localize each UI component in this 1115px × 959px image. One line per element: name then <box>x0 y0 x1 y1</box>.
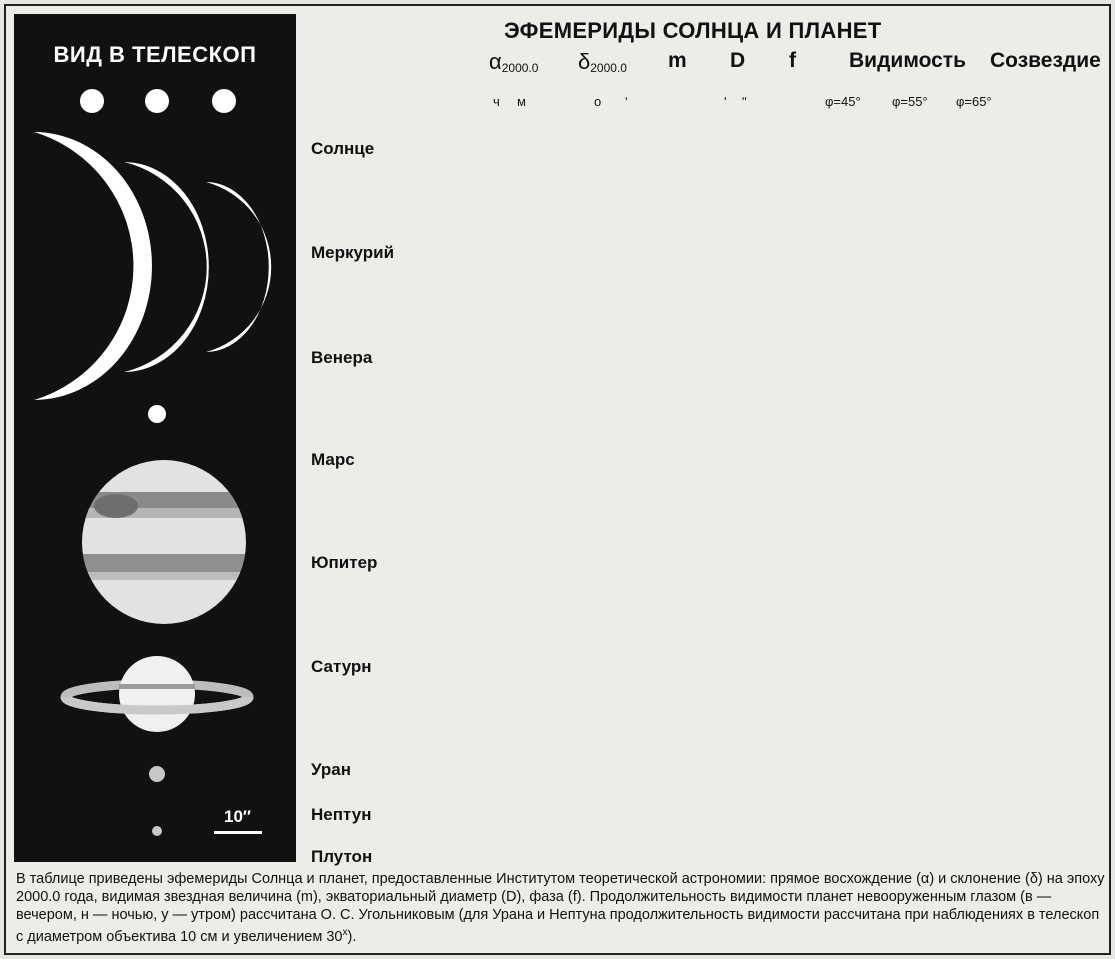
mercury-dot-2 <box>145 89 169 113</box>
uranus-disc <box>149 766 165 782</box>
unit-phi-65: φ=65° <box>956 94 992 109</box>
header-m: m <box>668 49 687 72</box>
header-constellation: Созвездие <box>990 49 1101 72</box>
alpha-symbol: α <box>489 49 502 74</box>
footnote <box>16 870 1106 946</box>
scale-bar <box>214 831 262 834</box>
header-alpha <box>489 49 538 75</box>
alpha-epoch: 2000.0 <box>501 61 539 75</box>
planet-name: Венера <box>311 348 373 367</box>
header-visibility: Видимость <box>849 49 966 72</box>
planet-name: Солнце <box>311 139 375 158</box>
ephemeris-page <box>4 4 1111 955</box>
unit-hours: ч <box>493 94 500 109</box>
planet-name: Плутон <box>311 847 373 866</box>
planet-name: Нептун <box>311 805 372 824</box>
panel-title: ВИД В ТЕЛЕСКОП <box>53 42 257 67</box>
unit-minutes: м <box>517 94 526 109</box>
header-f: f <box>789 49 796 72</box>
planet-name: Меркурий <box>311 243 395 262</box>
scale-label: 10″ <box>224 807 252 826</box>
neptune-disc <box>152 826 162 836</box>
telescope-view-panel <box>14 14 296 862</box>
venus-crescent-large <box>34 132 152 400</box>
mercury-dot-1 <box>80 89 104 113</box>
venus-crescent-small <box>206 182 271 352</box>
unit-phi-55: φ=55° <box>892 94 928 109</box>
mars-disc <box>148 405 166 423</box>
planet-name: Юпитер <box>311 553 378 572</box>
header-delta <box>578 49 627 75</box>
mercury-dot-3 <box>212 89 236 113</box>
footnote-sup: х <box>342 927 348 938</box>
saturn-disc <box>65 656 249 732</box>
planet-name: Уран <box>311 760 352 779</box>
footnote-end: ). <box>347 928 357 945</box>
table-title: ЭФЕМЕРИДЫ СОЛНЦА И ПЛАНЕТ <box>504 18 882 43</box>
unit-arcmin: ʹ <box>625 94 628 109</box>
planet-name: Сатурн <box>311 657 372 676</box>
header-d: D <box>730 49 746 72</box>
unit-degrees: о <box>594 94 602 109</box>
unit-d-arcsec: ʺ <box>742 94 747 109</box>
footnote-text: В таблице приведены эфемериды Солнца и планет, предоставленные Институтом теоретической астрономии: прямое восхождение (α) и склонение (δ) на эпоху 2000.0 года, видимая звездная величина (m), экваториальный диаметр (D), фаза (f). Продолжительность видимости планет невооруженным глазом (в — вечером, н — ночью, у — утром) рассчитана О. С. Угольниковым (для Урана и Нептуна продолжительность видимости рассчитана при наблюдениях в телескоп с диаметром объектива 10 см и увеличением 30 <box>16 871 1105 945</box>
planet-name: Марс <box>311 450 355 469</box>
unit-phi-45: φ=45° <box>825 94 861 109</box>
unit-d-arcmin: ʹ <box>724 94 727 109</box>
delta-symbol: δ <box>578 49 591 74</box>
delta-epoch: 2000.0 <box>590 61 627 75</box>
jupiter-disc <box>74 454 254 634</box>
planet-illustration <box>14 14 296 862</box>
